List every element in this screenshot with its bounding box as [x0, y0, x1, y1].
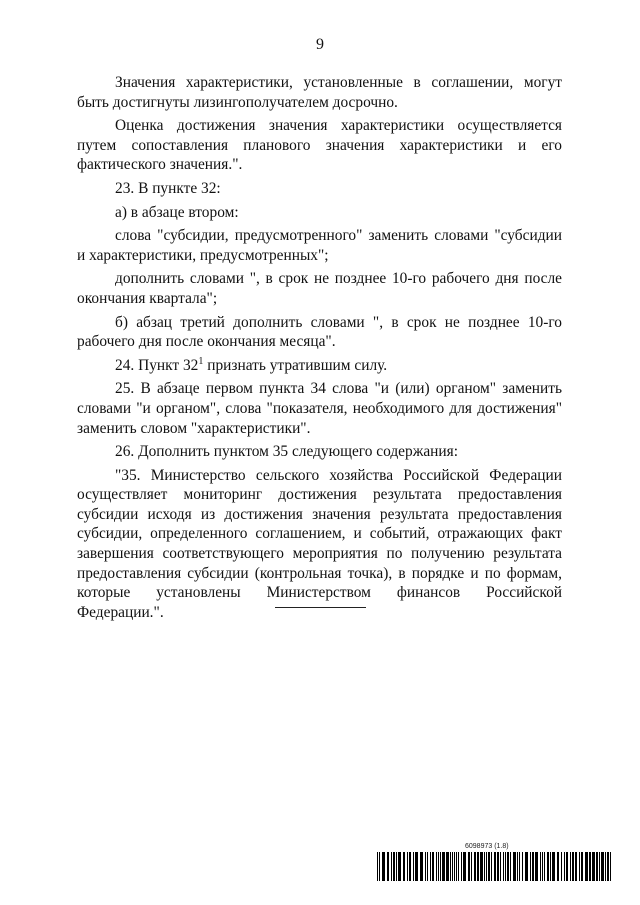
paragraph-item-25: 25. В абзаце первом пункта 34 слова "и (или) органом" заменить словами "и органом", слова "показателя, необходимого для достижения" заменить словом "характеристики".	[77, 380, 562, 437]
paragraph-characteristic-values: Значения характеристики, установленные в соглашении, могут быть достигнуты лизингополучателем досрочно.	[77, 74, 562, 111]
paragraph-item-23a: а) в абзаце втором:	[115, 203, 239, 221]
document-body	[77, 73, 562, 626]
document-code: 6098973 (1.8)	[465, 843, 509, 850]
item-24-prefix: 24. Пункт 32	[115, 356, 199, 374]
paragraph-item-35-text: "35. Министерство сельского хозяйства Российской Федерации осуществляет мониторинг достижения результата предоставления субсидии исходя из достижения значения результата предоставления субсидии, определенного соглашением, и событий, отражающих факт завершения соответствующего мероприятия по получению результата предоставления субсидии (контрольная точка), в порядке и по формам, которые установлены Министерством финансов Российской Федерации.".	[77, 466, 562, 621]
paragraph-item-26: 26. Дополнить пунктом 35 следующего содержания:	[115, 443, 458, 461]
paragraph-item-23: 23. В пункте 32:	[115, 179, 221, 197]
item-24-suffix: признать утратившим силу.	[203, 356, 388, 374]
paragraph-item-23a-words: слова "субсидии, предусмотренного" заменить словами "субсидии и характеристики, предусмотренных";	[77, 227, 562, 264]
paragraph-assessment: Оценка достижения значения характеристики осуществляется путем сопоставления планового значения характеристики и его фактического значения.".	[77, 117, 562, 174]
paragraph-item-23b: б) абзац третий дополнить словами ", в срок не позднее 10-го рабочего дня после окончания месяца".	[77, 313, 562, 351]
page-number: 9	[316, 36, 324, 53]
paragraph-item-23a-add: дополнить словами ", в срок не позднее 10-го рабочего дня после окончания квартала";	[77, 270, 562, 307]
item-24-superscript: 1	[198, 355, 204, 367]
paragraph-item-24	[77, 356, 562, 376]
barcode-image	[377, 852, 612, 881]
end-separator-line	[275, 607, 366, 608]
